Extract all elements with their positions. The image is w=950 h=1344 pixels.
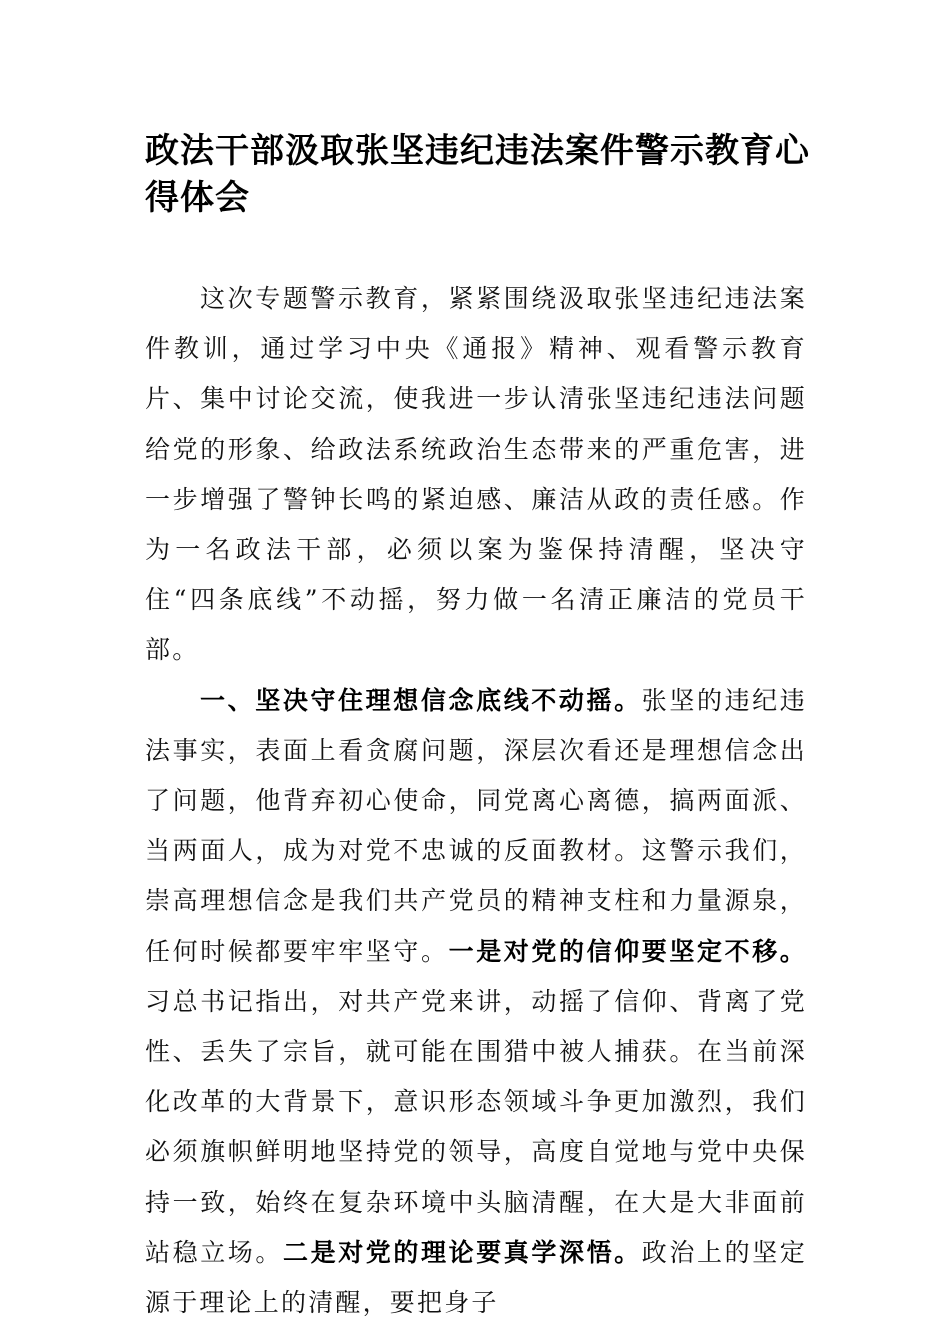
- point-1-heading: 一是对党的信仰要坚定不移。: [448, 936, 808, 966]
- section-1-paragraph: [145, 676, 807, 1329]
- point-2-text: 政治上的坚定源于理论上的清醒，要把身子: [145, 1237, 807, 1318]
- document-title: 政法干部汲取张坚违纪违法案件警示教育心得体会: [145, 131, 810, 218]
- intro-paragraph: 这次专题警示教育，紧紧围绕汲取张坚违纪违法案件教训，通过学习中央《通报》精神、观看警示教育片、集中讨论交流，使我进一步认清张坚违纪违法问题给党的形象、给政法系统政治生态带来的严重危害，进一步增强了警钟长鸣的紧迫感、廉洁从政的责任感。作为一名政法干部，必须以案为鉴保持清醒，坚决守住“四条底线”不动摇，努力做一名清正廉洁的党员干部。: [145, 284, 807, 665]
- section-1-heading: 一、坚决守住理想信念底线不动摇。: [200, 685, 642, 715]
- section-1-text: 张坚的违纪违法事实，表面上看贪腐问题，深层次看还是理想信念出了问题，他背弃初心使命，同党离心离德，搞两面派、当两面人，成为对党不忠诚的反面教材。这警示我们，崇高理想信念是我们共产党员的精神支柱和力量源泉，任何时候都要牢牢坚守。: [145, 685, 807, 966]
- point-2-heading: 二是对党的理论要真学深悟。: [283, 1237, 642, 1267]
- document-body: [145, 274, 807, 1328]
- point-1-text: 习总书记指出，对共产党来讲，动摇了信仰、背离了党性、丢失了宗旨，就可能在围猎中被人捕获。在当前深化改革的大背景下，意识形态领域斗争更加激烈，我们必须旗帜鲜明地坚持党的领导，高度自觉地与党中央保持一致，始终在复杂环境中头脑清醒，在大是大非面前站稳立场。: [145, 986, 807, 1267]
